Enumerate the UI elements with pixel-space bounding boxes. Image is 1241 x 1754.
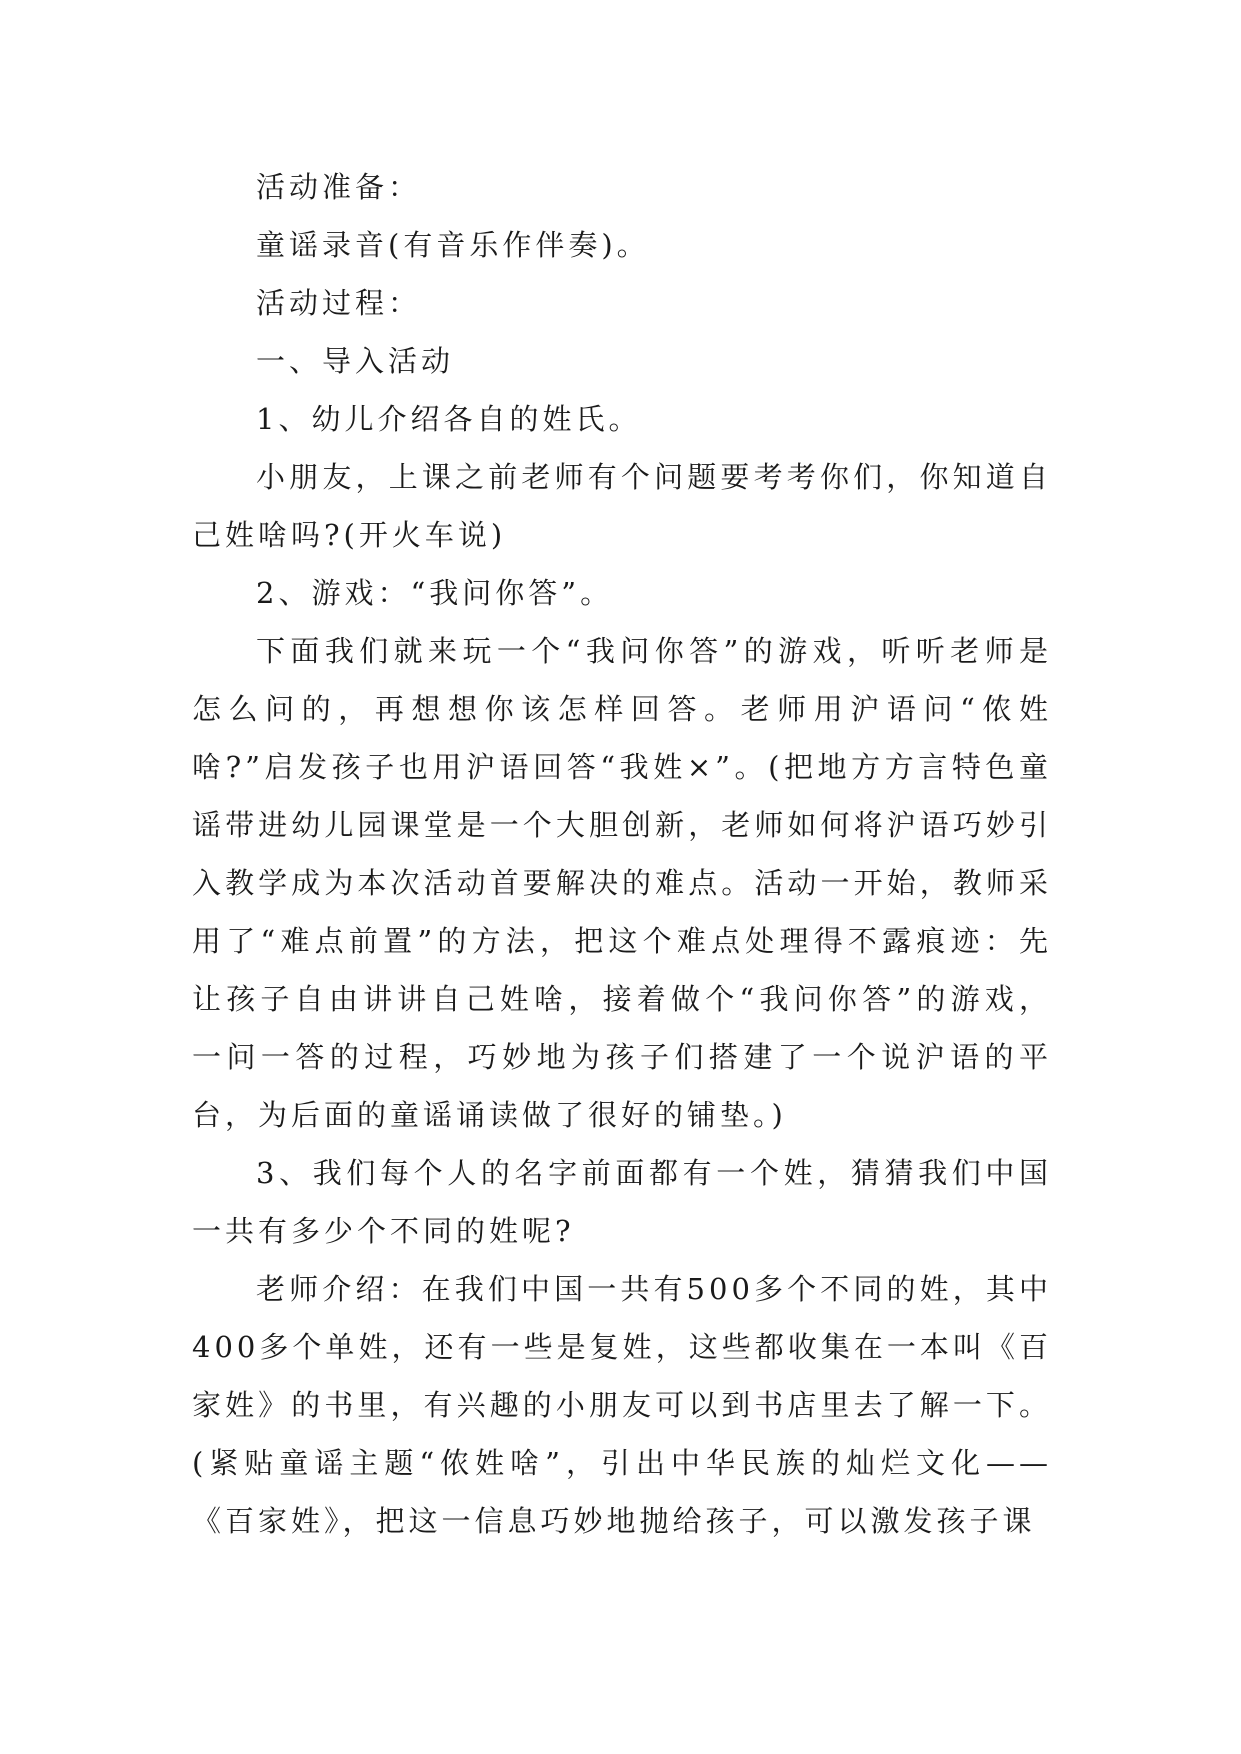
paragraph-section-one: 一、导入活动 <box>256 344 455 378</box>
paragraph-step-2: 2、游戏：“我问你答”。 <box>256 576 614 610</box>
paragraph-step-1: 1、幼儿介绍各自的姓氏。 <box>256 402 642 436</box>
paragraph-preparation-heading: 活动准备： <box>256 170 422 204</box>
paragraph-step-3: 3、我们每个人的名字前面都有一个姓，猜猜我们中国一共有多少个不同的姓呢? <box>192 1156 1052 1248</box>
paragraph-step-3-detail: 老师介绍：在我们中国一共有500多个不同的姓，其中400多个单姓，还有一些是复姓，这些都收集在一本叫《百家姓》的书里，有兴趣的小朋友可以到书店里去了解一下。(紧贴童谣主题“侬姓啥”，引出中华民族的灿烂文化——《百家姓》，把这一信息巧妙地抛给孩子，可以激发孩子课 <box>192 1272 1052 1538</box>
paragraph-step-2-detail: 下面我们就来玩一个“我问你答”的游戏，听听老师是怎么问的，再想想你该怎样回答。老师用沪语问“侬姓啥?”启发孩子也用沪语回答“我姓×”。(把地方方言特色童谣带进幼儿园课堂是一个大胆创新，老师如何将沪语巧妙引入教学成为本次活动首要解决的难点。活动一开始，教师采用了“难点前置”的方法，把这个难点处理得不露痕迹：先让孩子自由讲讲自己姓啥，接着做个“我问你答”的游戏，一问一答的过程，巧妙地为孩子们搭建了一个说沪语的平台，为后面的童谣诵读做了很好的铺垫。) <box>192 634 1052 1132</box>
paragraph-step-1-detail: 小朋友，上课之前老师有个问题要考考你们，你知道自己姓啥吗?(开火车说) <box>192 460 1052 552</box>
paragraph-preparation-item: 童谣录音(有音乐作伴奏)。 <box>256 228 650 262</box>
document-body <box>192 158 1052 1550</box>
paragraph-process-heading: 活动过程： <box>256 286 422 320</box>
